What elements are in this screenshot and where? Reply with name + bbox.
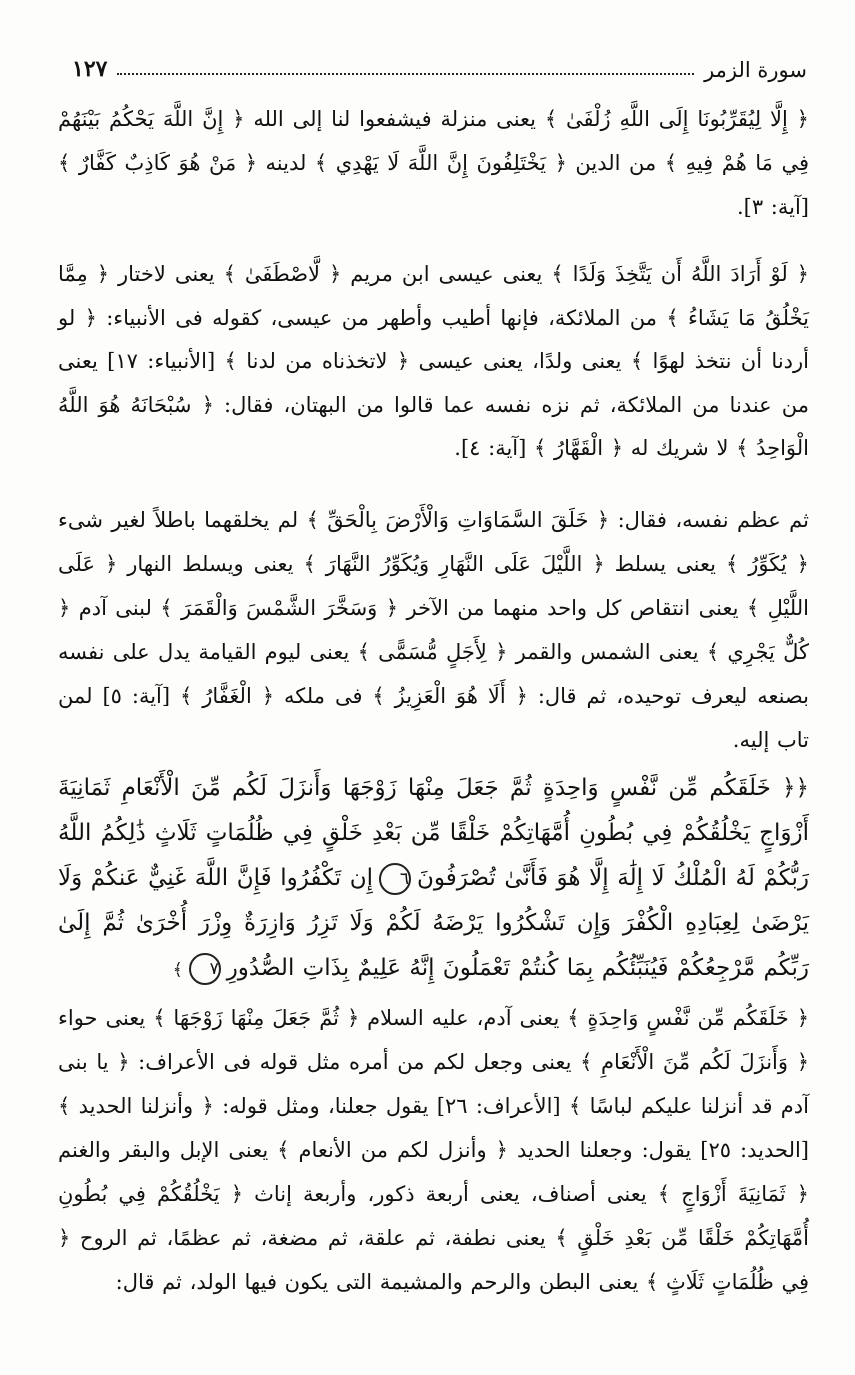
page-number: ١٢٧ bbox=[72, 56, 108, 82]
verse-text-6: ﴿﴿ خَلَقَكُم مِّن نَّفْسٍ وَاحِدَةٍ ثُمَّ جَعَلَ مِنْهَا زَوْجَهَا وَأَنزَلَ لَكُم مِّنَ الْأَنْعَامِ ثَمَانِيَةَ أَزْوَاجٍ يَخْلُقُكُمْ فِي بُطُونِ أُمَّهَاتِكُمْ خَلْقًا مِّن بَعْدِ خَلْقٍ فِي ظُلُمَاتٍ ثَلَاثٍ ذَٰلِكُمُ اللَّهُ رَبُّكُمْ لَهُ الْمُلْكُ لَا إِلَٰهَ إِلَّا هُوَ فَأَنَّىٰ تُصْرَفُونَ bbox=[58, 775, 809, 891]
commentary-paragraph-2: ﴿ لَوْ أَرَادَ اللَّهُ أَن يَتَّخِذَ وَلَدًا ﴾ يعنى عيسى ابن مريم ﴿ لَّاصْطَفَىٰ ﴾ يعنى لاختار ﴿ مِمَّا يَخْلُقُ مَا يَشَاءُ ﴾ من الملائكة، فإنها أطيب وأطهر من عيسى، كقوله فى الأنبياء: ﴿ لو أردنا أن نتخذ لهوًا ﴾ يعنى ولدًا، يعنى عيسى ﴿ لاتخذناه من لدنا ﴾ [الأنبياء: ١٧] يعنى من عندنا من الملائكة، ثم نزه نفسه عما قالوا من البهتان، فقال: ﴿ سُبْحَانَهُ هُوَ اللَّهُ الْوَاحِدُ ﴾ لا شريك له ﴿ الْقَهَّارُ ﴾ [آية: ٤]. bbox=[58, 262, 809, 460]
commentary-paragraph-1: ﴿ إِلَّا لِيُقَرِّبُونَا إِلَى اللَّهِ زُلْفَىٰ ﴾ يعنى منزلة فيشفعوا لنا إلى الله ﴿ إِنَّ اللَّهَ يَحْكُمُ بَيْنَهُمْ فِي مَا هُمْ فِيهِ ﴾ من الدين ﴿ يَخْتَلِفُونَ إِنَّ اللَّهَ لَا يَهْدِي ﴾ لدينه ﴿ مَنْ هُوَ كَاذِبٌ كَفَّارٌ ﴾ [آية: ٣]. bbox=[58, 107, 809, 219]
running-header bbox=[72, 44, 807, 82]
closing-bracket: ﴾ bbox=[172, 960, 183, 980]
verse-text-7: إِن تَكْفُرُوا فَإِنَّ اللَّهَ غَنِيٌّ عَنكُمْ وَلَا يَرْضَىٰ لِعِبَادِهِ الْكُفْرَ وَإِن تَشْكُرُوا يَرْضَهُ لَكُمْ وَلَا تَزِرُ وَازِرَةٌ وِزْرَ أُخْرَىٰ ثُمَّ إِلَىٰ رَبِّكُم مَّرْجِعُكُمْ فَيُنَبِّئُكُم بِمَا كُنتُمْ تَعْمَلُونَ إِنَّهُ عَلِيمٌ بِذَاتِ الصُّدُورِ bbox=[58, 865, 809, 981]
commentary-paragraph-4: ﴿ خَلَقَكُم مِّن نَّفْسٍ وَاحِدَةٍ ﴾ يعنى آدم، عليه السلام ﴿ ثُمَّ جَعَلَ مِنْهَا زَوْجَهَا ﴾ يعنى حواء ﴿ وَأَنزَلَ لَكُم مِّنَ الْأَنْعَامِ ﴾ يعنى وجعل لكم من أمره مثل قوله فى الأعراف: ﴿ يا بنى آدم قد أنزلنا عليكم لباسًا ﴾ [الأعراف: ٢٦] يقول جعلنا، ومثل قوله: ﴿ وأنزلنا الحديد ﴾ [الحديد: ٢٥] يقول: وجعلنا الحديد ﴿ وأنزل لكم من الأنعام ﴾ يعنى الإبل والبقر والغنم ﴿ ثَمَانِيَةَ أَزْوَاجٍ ﴾ يعنى أصناف، يعنى أربعة ذكور، وأربعة إناث ﴿ يَخْلُقُكُمْ فِي بُطُونِ أُمَّهَاتِكُمْ خَلْقًا مِّن بَعْدِ خَلْقٍ ﴾ يعنى نطفة، ثم علقة، ثم مضغة، ثم عظمًا، ثم الروح ﴿ فِي ظُلُمَاتٍ ثَلَاثٍ ﴾ يعنى البطن والرحم والمشيمة التى يكون فيها الولد، ثم قال: bbox=[58, 1006, 809, 1294]
ayah-number-6: ٦ bbox=[379, 863, 411, 895]
ayah-number-7: ٧ bbox=[189, 953, 221, 985]
commentary-paragraph-3: ثم عظم نفسه، فقال: ﴿ خَلَقَ السَّمَاوَاتِ وَالْأَرْضَ بِالْحَقِّ ﴾ لم يخلقهما باطلاً لغير شىء ﴿ يُكَوِّرُ ﴾ يعنى يسلط ﴿ اللَّيْلَ عَلَى النَّهَارِ وَيُكَوِّرُ النَّهَارَ ﴾ يعنى ويسلط النهار ﴿ عَلَى اللَّيْلِ ﴾ يعنى انتقاص كل واحد منهما من الآخر ﴿ وَسَخَّرَ الشَّمْسَ وَالْقَمَرَ ﴾ لبنى آدم ﴿ كُلٌّ يَجْرِي ﴾ يعنى الشمس والقمر ﴿ لِأَجَلٍ مُّسَمًّى ﴾ يعنى ليوم القيامة يدل على نفسه بصنعه ليعرف توحيده، ثم قال: ﴿ أَلَا هُوَ الْعَزِيزُ ﴾ فى ملكه ﴿ الْغَفَّارُ ﴾ [آية: ٥] لمن تاب إليه. bbox=[58, 508, 809, 752]
sura-title: سورة الزمر bbox=[704, 58, 807, 82]
quran-verse-block bbox=[58, 766, 809, 993]
dotted-leader bbox=[117, 73, 694, 75]
